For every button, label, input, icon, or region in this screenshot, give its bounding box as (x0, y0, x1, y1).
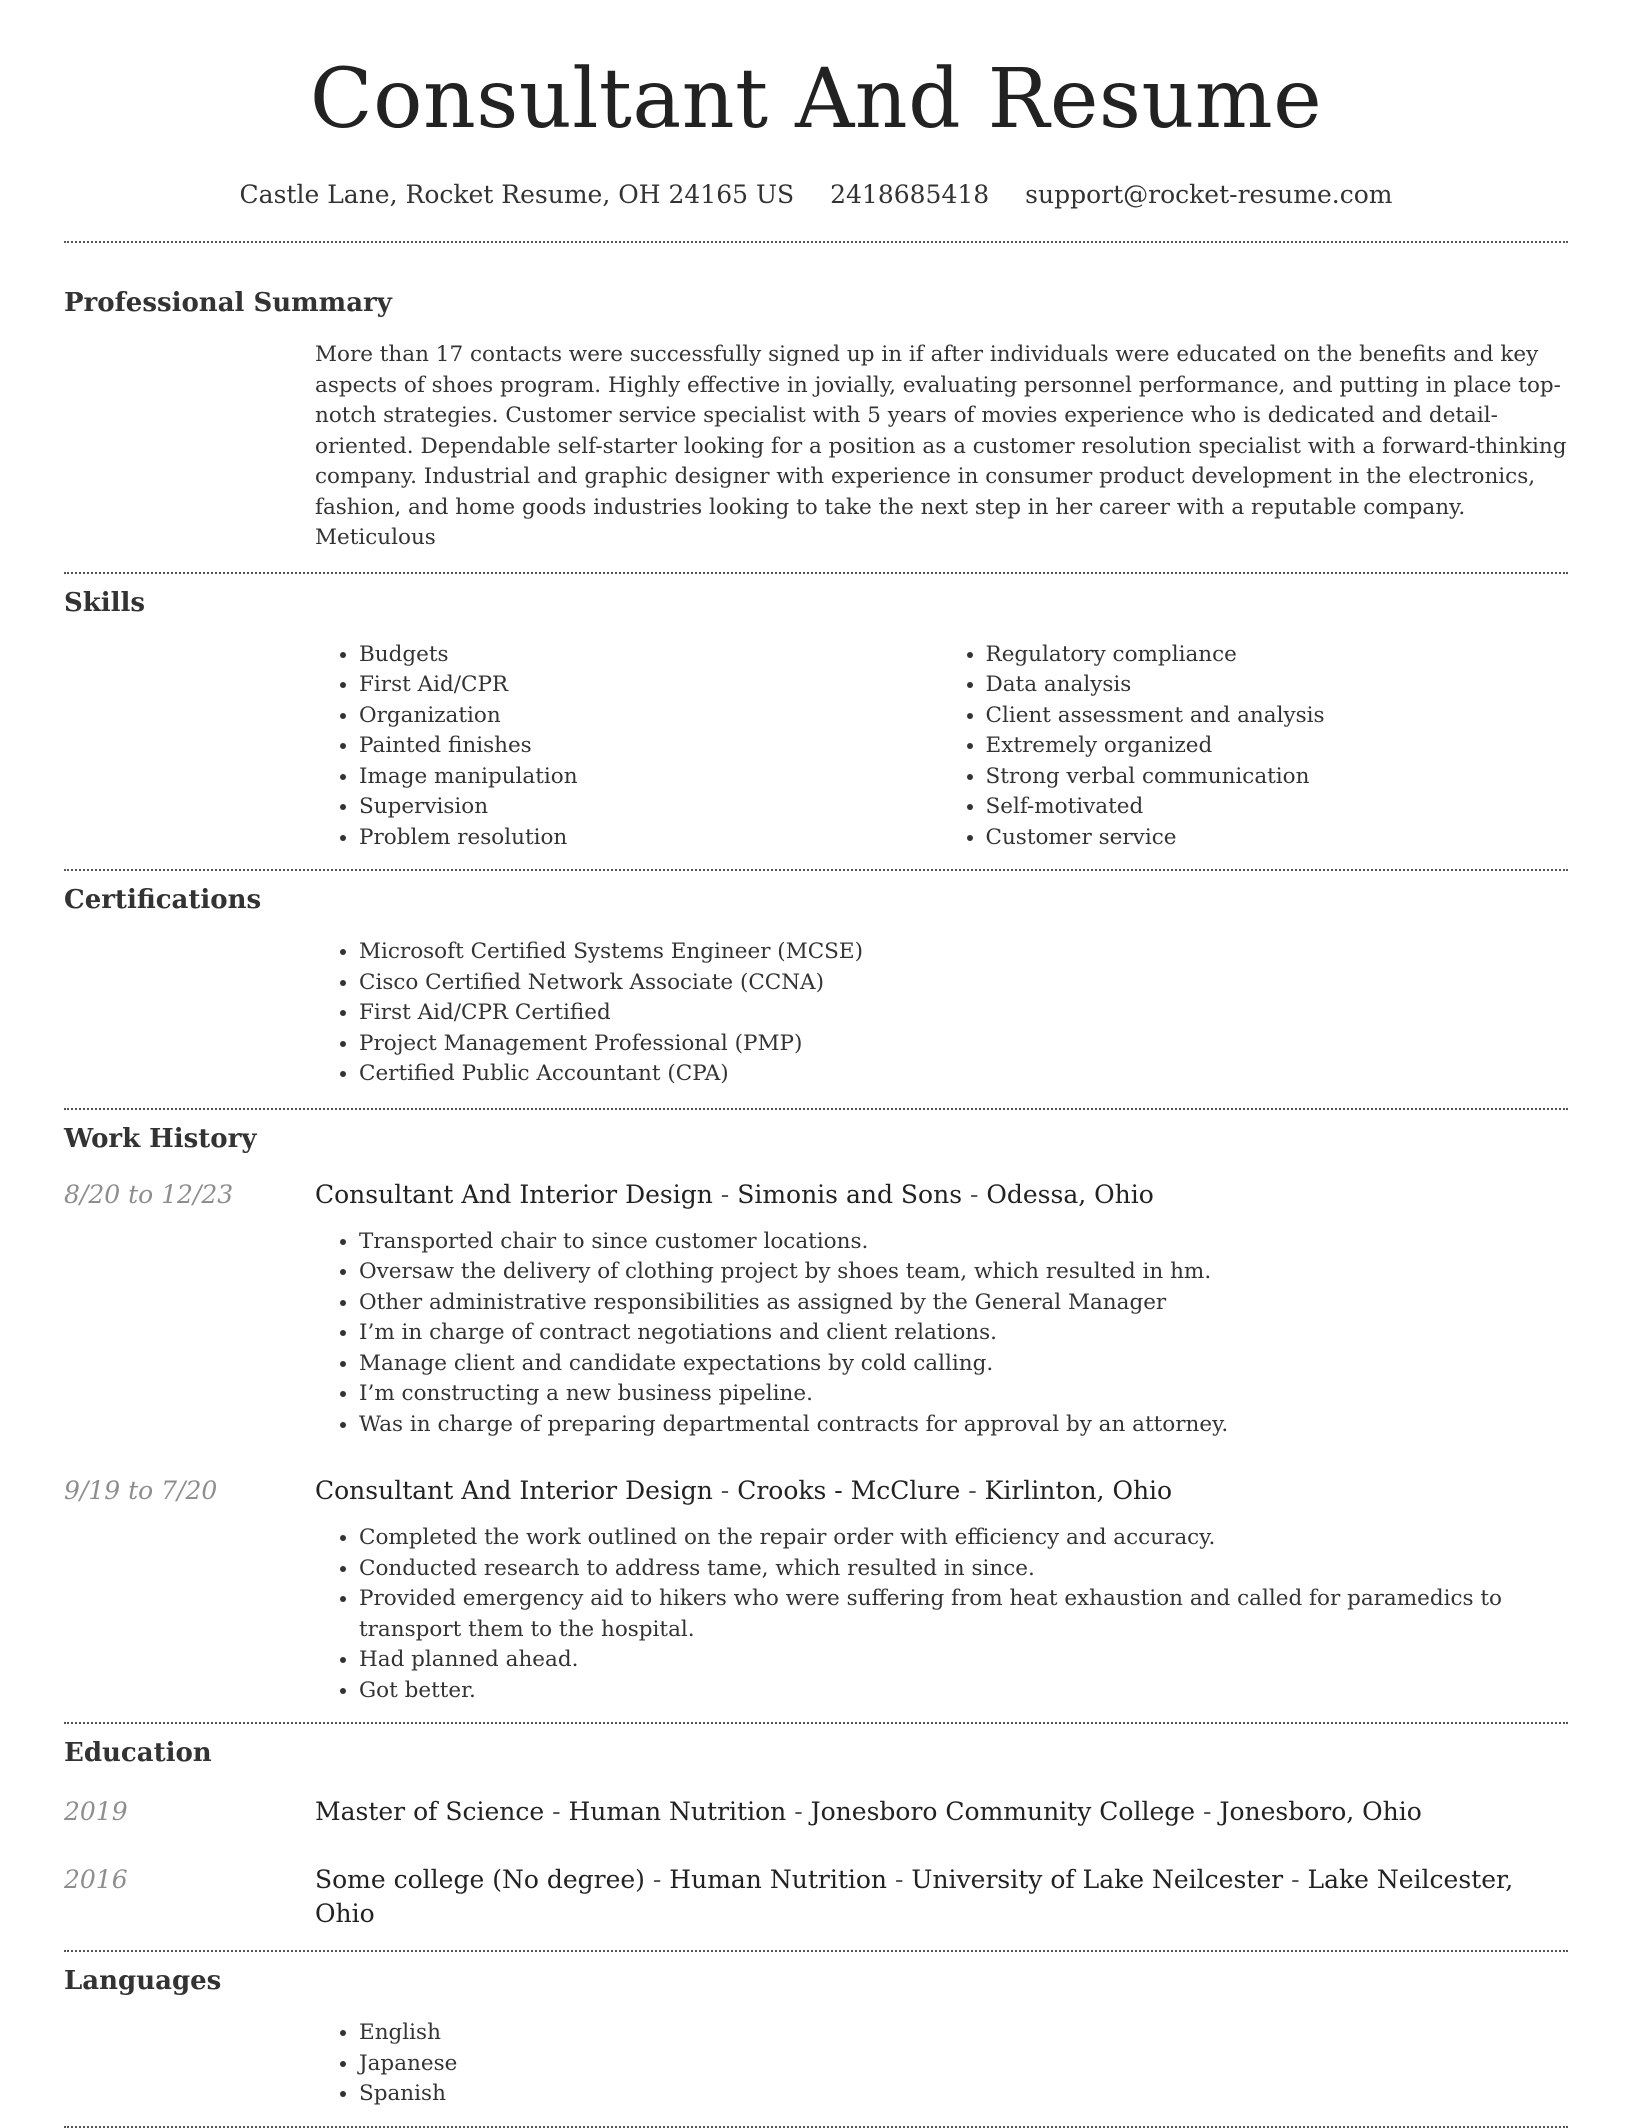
list-item: • Transported chair to since customer locations. (359, 1227, 1568, 1258)
education-entry (64, 1863, 1568, 1931)
list-item: • Organization (359, 701, 942, 732)
list-item: • Got better. (359, 1676, 1568, 1707)
summary-text: More than 17 contacts were successfully signed up in if after individuals were educated on the benefits and key aspects of shoes program. Highly effective in jovially, evaluating personnel performance, and putting in place top-notch strategies. Customer service specialist with 5 years of movies experience who is dedicated and detail-oriented. Dependable self-starter looking for a position as a customer resolution specialist with a forward-thinking company. Industrial and graphic designer with experience in consumer product development in the electronics, fashion, and home goods industries looking to take the next step in her career with a reputable company. Meticulous (315, 342, 1567, 550)
job-entry (64, 1474, 1568, 1508)
list-item: • Image manipulation (359, 762, 942, 793)
list-item: • Supervision (359, 792, 942, 823)
list-item: • I’m in charge of contract negotiations and client relations. (359, 1318, 1568, 1349)
education-section (64, 1724, 1568, 1931)
job-bullets (315, 1227, 1568, 1441)
certifications-section (64, 871, 1568, 1090)
list-item: • I’m constructing a new business pipeline. (359, 1379, 1568, 1410)
contact-address: Castle Lane, Rocket Resume, OH 24165 US (239, 180, 795, 209)
list-item: • Problem resolution (359, 823, 942, 854)
education-location: Jonesboro, Ohio (1219, 1797, 1422, 1826)
education-field: Human Nutrition (669, 1865, 888, 1894)
job-role: Consultant And Interior Design (315, 1179, 713, 1209)
education-field: Human Nutrition (568, 1797, 787, 1826)
job-company: Simonis and Sons (737, 1179, 963, 1209)
list-item: • Japanese (359, 2049, 1568, 2080)
list-item: • Manage client and candidate expectations by cold calling. (359, 1349, 1568, 1380)
contact-phone: 2418685418 (830, 180, 990, 209)
list-item: • Painted finishes (359, 731, 942, 762)
list-item: • Provided emergency aid to hikers who were suffering from heat exhaustion and called for paramedics to transport them to the hospital. (359, 1584, 1568, 1645)
list-item: • Extremely organized (986, 731, 1569, 762)
list-item: • Had planned ahead. (359, 1645, 1568, 1676)
list-item: • Certified Public Accountant (CPA) (359, 1059, 1568, 1090)
languages-list (315, 2018, 1568, 2110)
skills-list-left (315, 640, 942, 854)
job-heading: Consultant And Interior Design - Simonis and Sons - Odessa, Ohio (315, 1179, 1154, 1209)
education-school: Jonesboro Community College (810, 1797, 1196, 1826)
list-item: • Self-motivated (986, 792, 1569, 823)
list-item: • English (359, 2018, 1568, 2049)
contact-email[interactable]: support@rocket-resume.com (1025, 180, 1393, 209)
skills-list-right (942, 640, 1569, 854)
list-item: • Regulatory compliance (986, 640, 1569, 671)
education-year: 2016 (64, 1865, 128, 1894)
list-item: • Oversaw the delivery of clothing project by shoes team, which resulted in hm. (359, 1257, 1568, 1288)
list-item: • Strong verbal communication (986, 762, 1569, 793)
languages-section (64, 1952, 1568, 2110)
languages-title: Languages (64, 1966, 222, 1996)
education-location: Lake Neilcester, Ohio (315, 1865, 1514, 1928)
list-item: • Completed the work outlined on the repair order with efficiency and accuracy. (359, 1523, 1568, 1554)
list-item: • Microsoft Certified Systems Engineer (MCSE) (359, 937, 1568, 968)
education-year: 2019 (64, 1797, 128, 1826)
list-item: • Project Management Professional (PMP) (359, 1029, 1568, 1060)
education-degree: Master of Science (315, 1797, 545, 1826)
list-item: • Spanish (359, 2079, 1568, 2110)
job-location: Kirlinton, Ohio (984, 1476, 1173, 1505)
education-entry (64, 1795, 1568, 1829)
work-title: Work History (64, 1123, 257, 1154)
education-school: University of Lake Neilcester (911, 1865, 1284, 1894)
list-item: • Other administrative responsibilities as assigned by the General Manager (359, 1288, 1568, 1319)
education-heading: Some college (No degree) - Human Nutrition - University of Lake Neilcester - Lake Neilcester, Ohio (315, 1865, 1514, 1928)
job-dates: 8/20 to 12/23 (64, 1179, 234, 1209)
job-entry (64, 1178, 1568, 1212)
job-dates: 9/19 to 7/20 (64, 1476, 218, 1505)
education-title: Education (64, 1738, 212, 1768)
work-section (64, 1110, 1568, 1707)
candidate-name: Consultant And Resume (309, 52, 1323, 147)
list-item: • Data analysis (986, 670, 1569, 701)
job-role: Consultant And Interior Design (315, 1476, 713, 1505)
skills-section (64, 574, 1568, 854)
education-heading: Master of Science - Human Nutrition - Jonesboro Community College - Jonesboro, Ohio (315, 1797, 1422, 1826)
list-item: • Conducted research to address tame, which resulted in since. (359, 1554, 1568, 1585)
list-item: • First Aid/CPR (359, 670, 942, 701)
job-bullets (315, 1523, 1568, 1706)
job-location: Odessa, Ohio (986, 1179, 1154, 1209)
education-degree: Some college (No degree) (315, 1865, 645, 1894)
list-item: • Client assessment and analysis (986, 701, 1569, 732)
contact-line (64, 178, 1568, 212)
summary-section (64, 243, 1568, 554)
list-item: • Cisco Certified Network Associate (CCNA) (359, 968, 1568, 999)
job-heading: Consultant And Interior Design - Crooks - McClure - Kirlinton, Ohio (315, 1476, 1173, 1505)
list-item: • Customer service (986, 823, 1569, 854)
summary-title: Professional Summary (64, 288, 392, 318)
certifications-list (315, 937, 1568, 1090)
list-item: • First Aid/CPR Certified (359, 998, 1568, 1029)
job-company: Crooks - McClure (737, 1476, 961, 1505)
certifications-title: Certifications (64, 885, 262, 915)
list-item: • Was in charge of preparing departmental contracts for approval by an attorney. (359, 1410, 1568, 1441)
divider (64, 2126, 1568, 2128)
skills-title: Skills (64, 587, 146, 618)
list-item: • Budgets (359, 640, 942, 671)
